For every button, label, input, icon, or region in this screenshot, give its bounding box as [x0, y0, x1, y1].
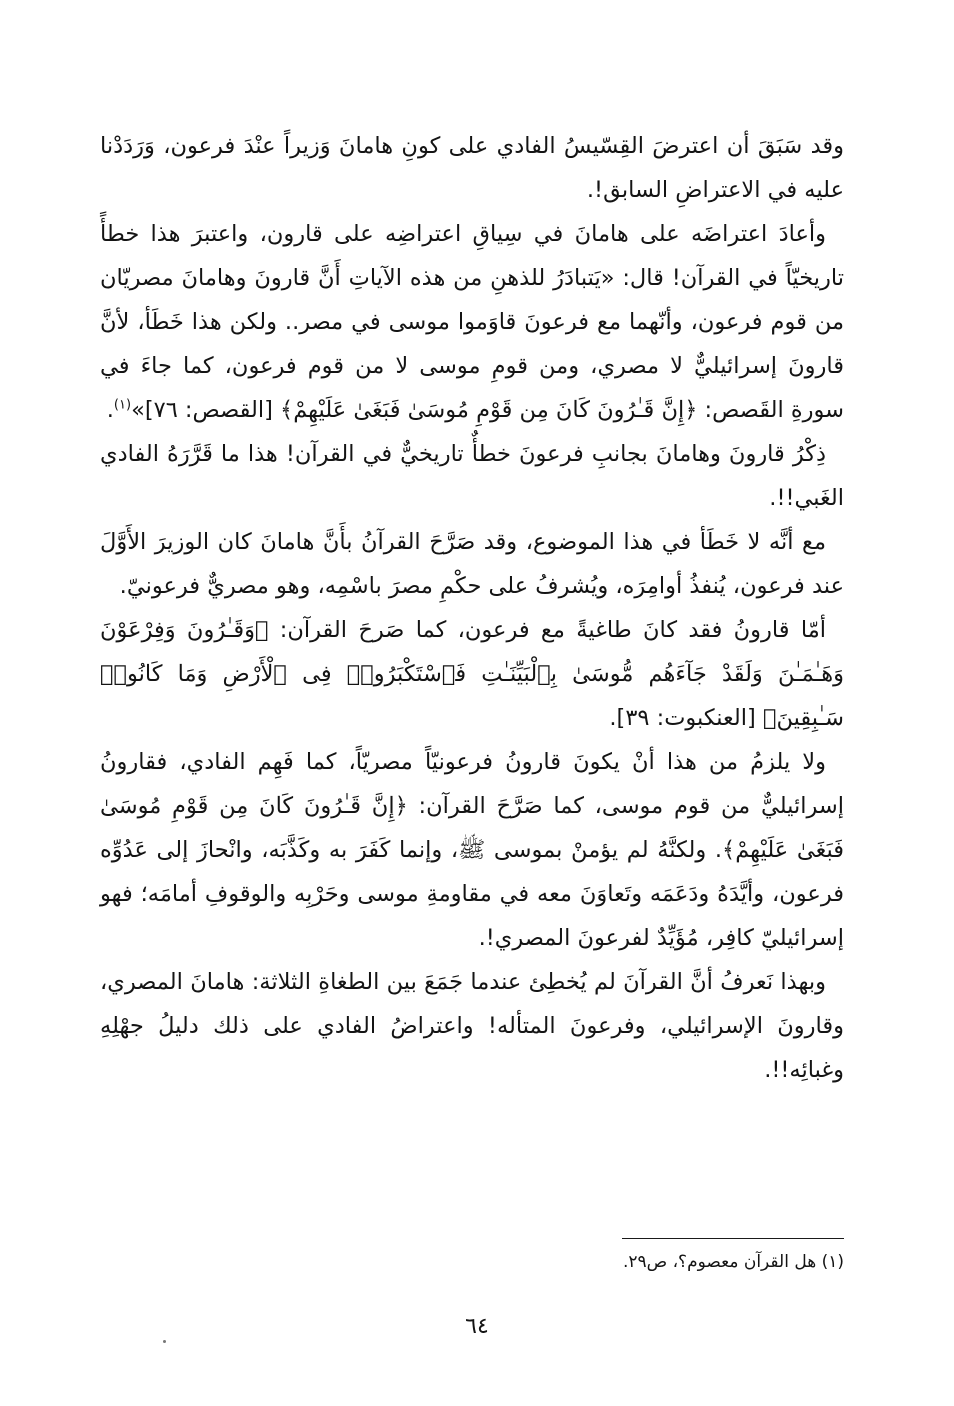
footnote-separator [622, 1238, 844, 1239]
paragraph-text: وأعادَ اعتراضَه على هامانَ في سِياقِ اعتراضِه على قارون، واعتبرَ هذا خطأً تاريخيّاً في القرآن! قال: «يَتبادَرُ للذهنِ من هذه الآياتِ أَنَّ قارونَ وهامانَ مصريّان من قوم فرعون، وأنّهما مع فرعونَ قاوَموا موسى في مصر.. ولكن هذا خَطَأ، لأنَّ قارونَ إسرائيليٌّ لا مصري، ومن قومِ موسى لا من قوم فرعون، كما جاءَ في سورةِ القَصص: [100, 221, 844, 423]
scan-speck [163, 1340, 166, 1343]
quran-verse: ﴿وَقَـٰرُونَ وَفِرْعَوْنَ وَهَـٰمَـٰنَ وَلَقَدْ جَآءَهُم مُّوسَىٰ بِٱلْبَيِّنَـٰتِ فَٱسْتَكْبَرُوا۟ فِى ٱلْأَرْضِ وَمَا كَانُوا۟ سَـٰبِقِينَ﴾ [100, 617, 844, 731]
paragraph [100, 212, 844, 432]
footnote: (١) هل القرآن معصوم؟، ص٢٩. [622, 1252, 844, 1272]
paragraph [100, 432, 844, 520]
main-text-block [100, 124, 844, 1092]
paragraph-text: أمّا قارونُ فقد كانَ طاغيةً مع فرعون، كما صَرحَ القرآن: [268, 617, 827, 643]
quran-verse: ﴿إِنَّ قَـٰرُونَ كَانَ مِن قَوْمِ مُوسَىٰ فَبَغَىٰ عَلَيْهِمْ﴾ [100, 793, 844, 863]
paragraph-text: . [106, 397, 114, 423]
paragraph-text: مع أنَّه لا خَطَأ في هذا الموضوع، وقد صَرَّحَ القرآنُ بأَنَّ هامانَ كان الوزيرَ الأَوَّلَ عند فرعون، يُنفذُ أوامِرَه، ويُشرفُ على حكْمِ مصرَ باسْمِه، وهو مصريٌّ فرعونيّ. [100, 529, 844, 599]
paragraph-text: ولا يلزمُ من هذا أنْ يكونَ قارونُ فرعونيّاً مصريّاً، كما فَهِم الفادي، فقارونُ إسرائيليٌّ من قوم موسى، كما صَرَّحَ القرآن: [100, 749, 845, 819]
quran-verse: ﴿إِنَّ قَـٰرُونَ كَانَ مِن قَوْمِ مُوسَىٰ فَبَغَىٰ عَلَيْهِمْ﴾ [280, 397, 698, 423]
paragraph-text: وقد سَبَقَ أن اعترضَ القِسّيسُ الفادي على كونِ هامانَ وَزيراً عنْدَ فرعون، وَرَدَدْنا عليه في الاعتراضِ السابق!. [100, 133, 844, 203]
paragraph [100, 608, 844, 740]
footnote-marker[interactable]: (١) [113, 397, 132, 413]
citation: [القصص: ٧٦]» [131, 397, 281, 423]
paragraph-text: وبهذا نَعرفُ أنَّ القرآنَ لم يُخطِئ عندما جَمَعَ بين الطغاةِ الثلاثة: هامانَ المصري، وقارونَ الإسرائيلي، وفرعونَ المتأله! واعتراضُ الفادي على ذلك دليلُ جهْلِهِ وغبائِه!!. [100, 969, 844, 1083]
paragraph-text: . ولكنَّهُ لم يؤمنْ بموسى ﷺ، وإنما كَفَرَ به وكَذَّبَه، وانْحازَ إلى عَدُوِّه فرعون، وأيَّدَهُ ودَعَمَه وتَعاوَنَ معه في مقاومةِ موسى وحَرْبِه والوقوفِ أمامَه؛ فهو إسرائيليّ كافِر، مُؤَيِّدٌ لفرعونَ المصري!. [100, 837, 844, 951]
paragraph [100, 740, 844, 960]
citation: [العنكبوت: ٣٩]. [609, 705, 763, 731]
page-number: ٦٤ [465, 1314, 489, 1339]
paragraph [100, 124, 844, 212]
paragraph-text: ذِكْرُ قارونَ وهامانَ بجانبِ فرعونَ خطأٌ تاريخيٌّ في القرآن! هذا ما قَرَّرَهُ الفادي الغَبي!!. [100, 441, 844, 511]
paragraph [100, 960, 844, 1092]
paragraph [100, 520, 844, 608]
